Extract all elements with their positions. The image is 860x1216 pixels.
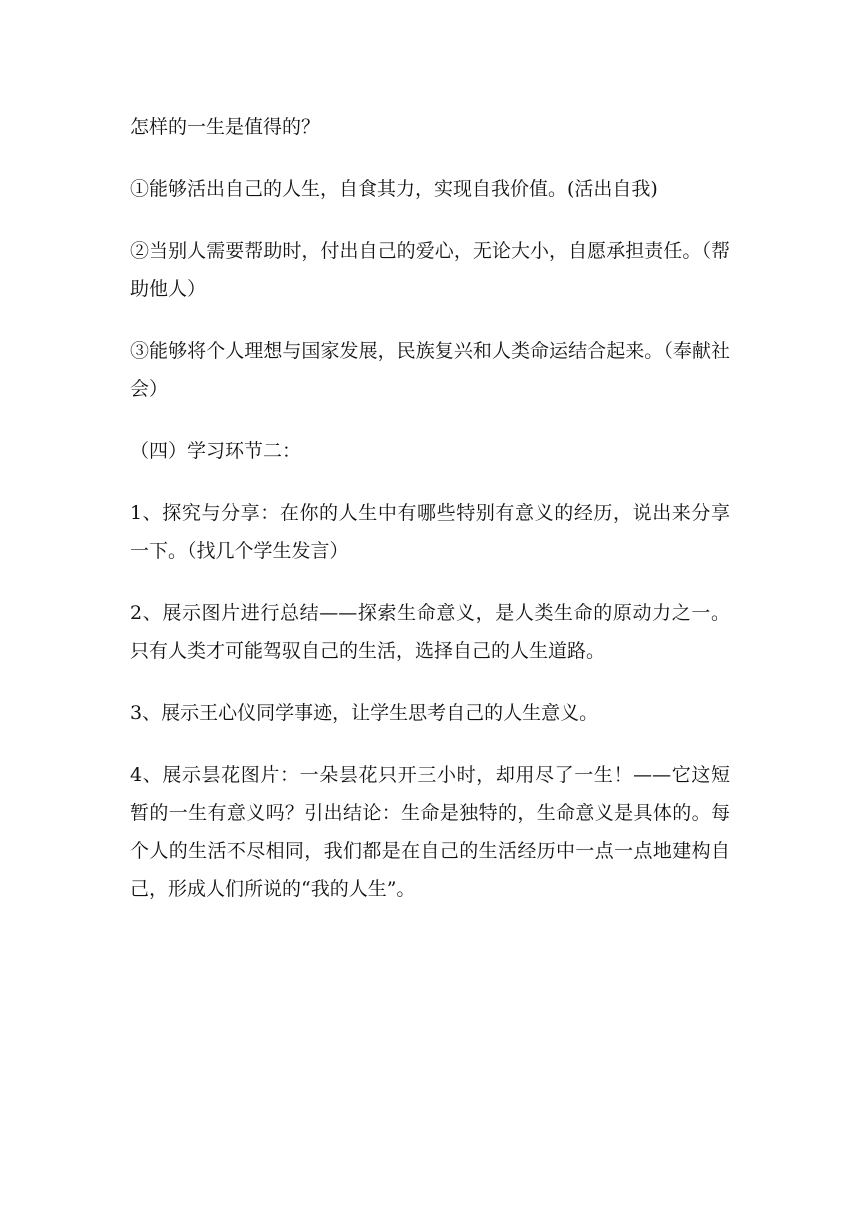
- step-1-explore-share: 1、探究与分享：在你的人生中有哪些特别有意义的经历，说出来分享一下。（找几个学生发言）: [130, 502, 730, 562]
- document-page: [130, 108, 730, 932]
- point-3-serve-society: ③能够将个人理想与国家发展，民族复兴和人类命运结合起来。（奉献社会）: [130, 340, 730, 400]
- point-1-live-yourself: ①能够活出自己的人生，自食其力，实现自我价值。(活出自我): [130, 178, 658, 200]
- step-4-epiphyllum: 4、展示昙花图片：一朵昙花只开三小时，却用尽了一生！——它这短暂的一生有意义吗？引出结论：生命是独特的，生命意义是具体的。每个人的生活不尽相同，我们都是在自己的生活经历中一点一点地建构自己，形成人们所说的“我的人生”。: [130, 764, 730, 900]
- point-2-help-others: ②当别人需要帮助时，付出自己的爱心，无论大小，自愿承担责任。（帮助他人）: [130, 240, 730, 300]
- question-heading: 怎样的一生是值得的？: [130, 116, 321, 138]
- step-2-summary: 2、展示图片进行总结——探索生命意义，是人类生命的原动力之一。只有人类才可能驾驭自己的生活，选择自己的人生道路。: [130, 602, 730, 662]
- step-3-story: 3、展示王心仪同学事迹，让学生思考自己的人生意义。: [130, 702, 599, 724]
- section-heading-step-two: （四）学习环节二：: [130, 440, 302, 462]
